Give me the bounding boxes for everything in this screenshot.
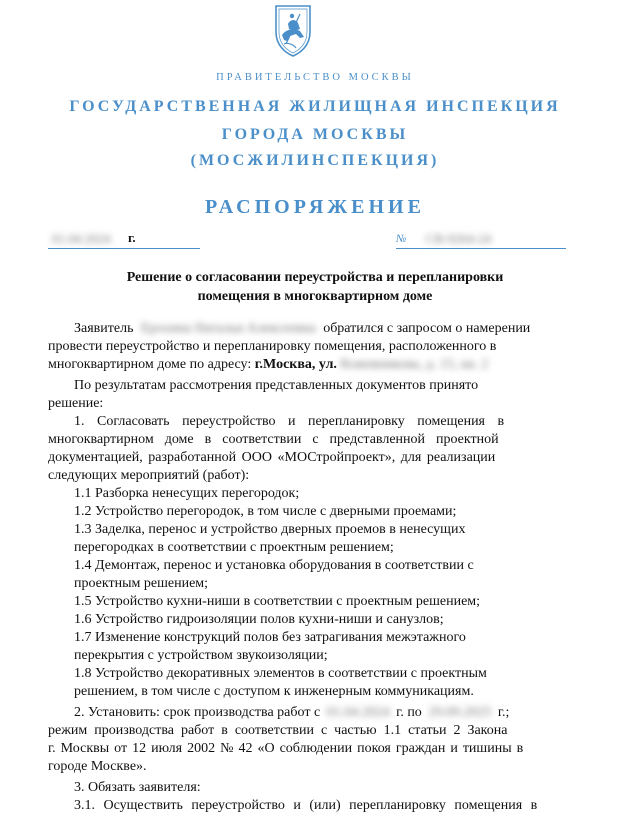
number-sign: № [396,233,407,245]
work-1-8-cont: решением, в том числе с доступом к инженерным коммуникациям. [74,684,474,699]
order-number-field [396,230,566,249]
short-name: (МОСЖИЛИНСПЕКЦИЯ) [190,152,440,169]
work-end-date: 29.09.2025 [428,705,492,720]
address-label: многоквартирном доме по адресу: [48,357,252,372]
applicant-line2-text: провести переустройство и перепланировку помещения, расположенного в [48,339,497,354]
city-name: ГОРОДА МОСКВЫ [221,126,409,143]
applicant-line1 [74,320,530,338]
results-line1: По результатам рассмотрения представленных документов принято [74,378,479,393]
address-city: г.Москва, ул. [254,357,337,372]
item2-mid: г. по [396,705,422,720]
item2-line1 [74,704,509,722]
work-1-8: 1.8 Устройство декоративных элементов в соответствии с проектным [74,666,487,681]
government-label: ПРАВИТЕЛЬСТВО МОСКВЫ [216,72,414,83]
item2-prefix: 2. Установить: срок производства работ с [74,705,321,720]
item2-line4: городе Москве». [48,759,147,774]
applicant-name: Ерохина Наталья Алексеевна [140,321,316,336]
order-date: 01.04.2024 [52,231,111,246]
work-1-6: 1.6 Устройство гидроизоляции полов кухни-ниши и санузлов; [74,612,444,627]
applicant-line2 [48,338,583,356]
applicant-prefix: Заявитель [74,321,134,336]
applicant-line3 [48,356,488,374]
item3-line1: 3. Обязать заявителя: [74,780,201,795]
work-1-1: 1.1 Разборка ненесущих перегородок; [74,486,300,501]
work-1-7: 1.7 Изменение конструкций полов без затрагивания межэтажного [74,630,466,645]
work-1-4: 1.4 Демонтаж, перенос и установка оборудования в соответствии с [74,558,474,573]
results-line2: решение: [48,396,104,411]
order-date-field [48,230,200,249]
moscow-coat-of-arms-icon [270,2,316,58]
address-street: Кожевникова, д. 15, кв. 2 [340,357,489,372]
document-type: РАСПОРЯЖЕНИЕ [205,196,425,218]
decision-title-line2: помещения в многоквартирном доме [197,289,433,304]
item2-line3: г. Москвы от 12 июля 2002 № 42 «О соблюдении покоя граждан и тишины в [48,741,524,756]
work-1-5: 1.5 Устройство кухни-ниши в соответствии с проектным решением; [74,594,481,609]
work-1-4-cont: проектным решением; [74,576,209,591]
inspection-name: ГОСУДАРСТВЕННАЯ ЖИЛИЩНАЯ ИНСПЕКЦИЯ [69,98,561,115]
item2-end: г.; [497,705,510,720]
work-1-7-cont: перекрытия с устройством звукоизоляции; [74,648,328,663]
item1-line4: следующих мероприятий (работ): [48,468,250,483]
item3-line2: 3.1. Осуществить переустройство и (или) перепланировку помещения в [74,798,538,813]
applicant-suffix: обратился с запросом о намерении [323,321,531,336]
item2-line2: режим производства работ в соответствии с частью 1.1 статьи 2 Закона [48,723,508,738]
item1-line3: документацией, разработанной ООО «МОСтройпроект», для реализации [48,450,496,465]
decision-title-line1: Решение о согласовании переустройства и перепланировки [126,270,504,285]
work-1-3: 1.3 Заделка, перенос и устройство дверных проемов в ненесущих [74,522,466,537]
order-number: СВ-9264-24 [426,231,491,246]
item1-line1: 1. Согласовать переустройство и перепланировку помещения в [74,414,505,429]
work-start-date: 01.04.2024 [326,705,390,720]
item1-line2: многоквартирном доме в соответствии с представленной проектной [48,432,499,447]
work-1-2: 1.2 Устройство перегородок, в том числе с дверными проемами; [74,504,457,519]
date-suffix: г. [128,230,136,245]
work-1-3-cont: перегородках в соответствии с проектным решением; [74,540,394,555]
